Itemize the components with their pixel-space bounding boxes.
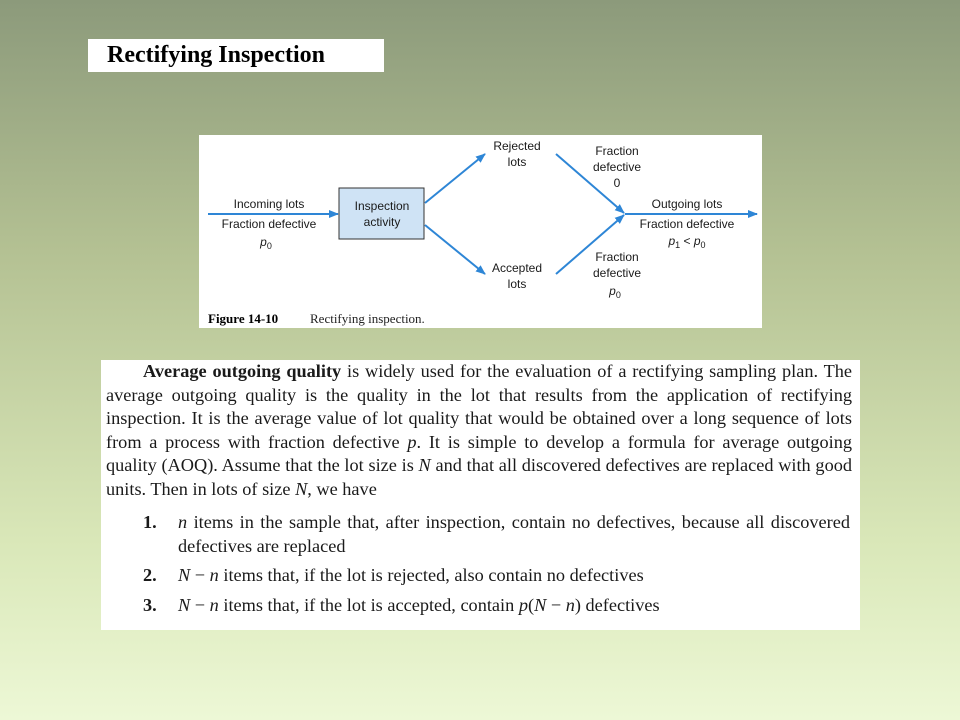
rejected-arrow: [425, 154, 485, 203]
box-label-2: activity: [363, 215, 401, 229]
item-var: N: [534, 594, 547, 615]
accepted-label-2: lots: [507, 277, 527, 291]
figure-panel: [199, 135, 762, 328]
outgoing-p1-lt-p0: $p_1 < p_0$: [668, 234, 706, 250]
item-var: n: [565, 594, 575, 615]
item-paren: ): [574, 594, 581, 615]
para-var-N: N: [418, 455, 431, 475]
rej-fd-value: 0: [613, 176, 621, 190]
rejected-label-2: lots: [507, 155, 527, 169]
rejected-label-1: Rejected: [493, 139, 541, 153]
rej-fd-label-2: defective: [592, 160, 642, 174]
accepted-label-1: Accepted: [491, 261, 543, 275]
item-var: p: [518, 594, 528, 615]
list-item: [106, 564, 852, 588]
incoming-label-2: Fraction defective: [221, 217, 317, 231]
item-var: N: [178, 565, 191, 585]
box-label-1: Inspection: [354, 199, 410, 213]
item-number: 1.: [143, 512, 157, 532]
item-operator: −: [190, 565, 210, 585]
aoq-term: Average outgoing quality: [143, 361, 342, 381]
page-title: Rectifying Inspection: [88, 39, 384, 72]
flow-diagram: [199, 135, 762, 328]
outgoing-label-1: Outgoing lots: [651, 197, 723, 211]
incoming-label-1: Incoming lots: [233, 197, 305, 211]
body-text-panel: [101, 360, 860, 630]
acc-fd-label-1: Fraction: [595, 250, 639, 264]
item-var: n: [209, 594, 219, 615]
item-operator: −: [546, 594, 566, 615]
outgoing-label-2: Fraction defective: [639, 217, 735, 231]
para-text-1: is widely used for the evaluation of a rectifying sampling plan. The average outgoing quality is the quality in the lot that results from the application of rectifying inspection. It is the average value of lot quality that would be obtained over a long sequence of lots from a process with fraction defective: [106, 361, 852, 452]
list-item: [106, 511, 852, 558]
accepted-arrow: [425, 225, 485, 274]
para-text-2: . It is simple to develop a formula for average outgoing quality (AOQ). Assume that the lot size is: [106, 431, 852, 475]
item-number: 2.: [143, 565, 157, 585]
item-text: items that, if the lot is accepted, contain: [218, 594, 519, 615]
para-var-N: N: [295, 478, 308, 499]
incoming-p0: $p_0$: [260, 235, 272, 251]
item-number: 3.: [143, 594, 157, 615]
item-text: defectives: [580, 594, 660, 615]
item-var: n: [178, 512, 188, 532]
para-text-4: , we have: [307, 478, 377, 499]
item-var: N: [178, 594, 191, 615]
rej-fd-label-1: Fraction: [595, 144, 639, 158]
acc-fd-p0: $p_0$: [609, 284, 621, 300]
item-list: [106, 511, 852, 617]
figure-caption-number: Figure 14-10: [208, 311, 279, 326]
item-text: items in the sample that, after inspection, contain no defectives, because all discovered defectives are replaced: [178, 512, 850, 556]
figure-caption-text: Rectifying inspection.: [310, 311, 425, 326]
item-operator: −: [190, 594, 210, 615]
para-var-p: p: [407, 431, 417, 452]
item-var: n: [209, 565, 219, 585]
inspection-box: [339, 188, 424, 239]
acc-fd-label-2: defective: [592, 266, 642, 280]
list-item: [106, 594, 852, 618]
para-text-3: and that all discovered defectives are replaced with good units. Then in lots of size: [106, 455, 852, 499]
item-text: items that, if the lot is rejected, also contain no defectives: [218, 565, 644, 585]
item-paren: (: [527, 594, 535, 615]
aoq-paragraph: [106, 360, 852, 501]
